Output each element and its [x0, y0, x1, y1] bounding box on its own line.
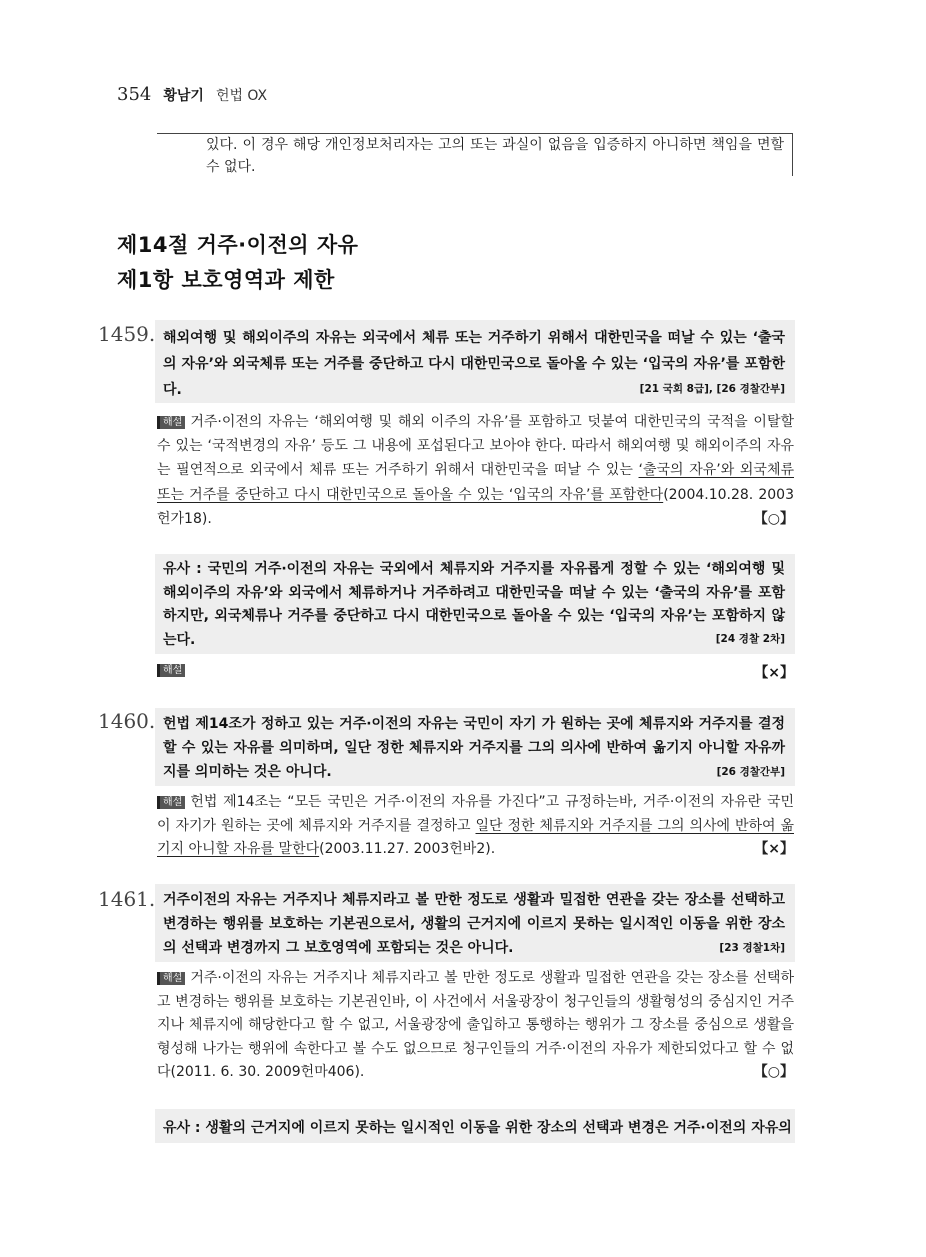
question-source: [26 경찰간부] [716, 766, 785, 778]
explanation [157, 410, 794, 531]
similar-question-box [155, 554, 795, 654]
explanation-tag: 해설 [157, 796, 185, 809]
similar-question-box [155, 1109, 795, 1143]
question-text: 거주이전의 자유는 거주지나 체류지라고 볼 만한 정도로 생활과 밀접한 연관을 갖는 장소를 선택하고 변경하는 행위를 보호하는 기본권으로서, 생활의 근거지에 이르지 못하는 일시적인 이동을 위한 장소의 선택과 변경까지 그 보호영역에 포함되는 것은 아니다. [163, 892, 785, 956]
similar-question-text: 유사 : 생활의 근거지에 이르지 못하는 일시적인 이동을 위한 장소의 선택과 변경은 거주·이전의 자유의 [163, 1120, 792, 1136]
explanation-tag: 해설 [157, 416, 185, 429]
explanation-text: 거주·이전의 자유는 ‘해외여행 및 해외 이주의 자유’를 포함하고 덧붙여 대한민국의 국적을 이탈할 수 있는 ‘국적변경의 자유’ 등도 그 내용에 포섭된다고 보아야 한다. 따라서 해외여행 및 해외이주의 자유는 필연적으로 외국에서 체류 또는 거주하기 위해서 대한민국을 떠날 수 있는 [157, 414, 794, 479]
question-number: 1460. [98, 709, 156, 733]
explanation-citation: (2003.11.27. 2003헌바2). [319, 841, 496, 857]
subsection-title: 제1항 보호영역과 제한 [117, 268, 335, 292]
similar-question-text: 유사 : 국민의 거주·이전의 자유는 국외에서 체류지와 거주지를 자유롭게 정할 수 있는 ‘해외여행 및 해외이주의 자유’와 외국에서 체류하거나 거주하려고 대한민국을 떠날 수 있는 ‘출국의 자유’를 포함하지만, 외국체류나 거주를 중단하고 다시 대한민국으로 돌아올 수 있는 ‘입국의 자유’는 포함하지 않는다. [163, 561, 785, 648]
question-source: [23 경찰1차] [719, 942, 785, 954]
question-text: 해외여행 및 해외이주의 자유는 외국에서 체류 또는 거주하기 위해서 대한민국을 떠날 수 있는 ‘출국의 자유’와 외국체류 또는 거주를 중단하고 다시 대한민국으로 돌아올 수 있는 ‘입국의 자유’를 포함한다. [163, 330, 785, 398]
explanation-citation: (2011. 6. 30. 2009헌마406). [170, 1064, 365, 1081]
section-title: 제14절 거주·이전의 자유 [117, 233, 359, 257]
question-number: 1459. [98, 322, 156, 346]
question-source: [21 국회 8급], [26 경찰간부] [639, 383, 785, 395]
explanation-underlined-text: ‘출국의 자유’와 외국체류 또는 거주를 중단하고 다시 대한민국으로 돌아올 수 있는 ‘입국의 자유’를 포함한다 [157, 462, 794, 503]
answer-mark: 【×】 [754, 841, 794, 857]
question-box [155, 708, 795, 786]
explanation-citation: (2004.10.28. 2003헌가18). [157, 486, 794, 527]
explanation-tag: 해설 [157, 664, 185, 677]
explanation-tag: 해설 [157, 972, 185, 985]
page-number: 354 [117, 84, 152, 105]
question-box [155, 320, 795, 403]
answer-mark: 【×】 [754, 665, 794, 681]
page-header [117, 84, 267, 105]
explanation-text: 거주·이전의 자유는 거주지나 체류지라고 볼 만한 정도로 생활과 밀접한 연관을 갖는 장소를 선택하고 변경하는 행위를 보호하는 기본권인바, 이 사건에서 서울광장이 청구인들의 생활형성의 중심지인 거주지나 체류지에 해당한다고 할 수 없고, 서울광장에 출입하고 통행하는 행위가 그 장소를 중심으로 생활을 형성해 나가는 행위에 속한다고 볼 수도 없으므로 청구인들의 거주·이전의 자유가 제한되었다고 할 수 없다 [157, 970, 794, 1081]
explanation-text: 헌법 제14조는 “모든 국민은 거주·이전의 자유를 가진다”고 규정하는바, 거주·이전의 자유란 국민이 자기가 원하는 곳에 체류지와 거주지를 결정하고 [157, 794, 794, 834]
answer-mark: 【○】 [753, 510, 794, 527]
explanation [157, 967, 794, 1085]
question-box [155, 884, 795, 962]
question-number: 1461. [98, 887, 156, 911]
continuation-text: 있다. 이 경우 해당 개인정보처리자는 고의 또는 과실이 없음을 입증하지 아니하면 책임을 면할 수 없다. [206, 137, 784, 175]
book-title: 헌법 OX [215, 88, 268, 104]
book-author: 황남기 [163, 88, 204, 104]
explanation [157, 791, 794, 862]
explanation [157, 662, 794, 682]
question-source: [24 경찰 2차] [715, 633, 785, 645]
answer-mark: 【○】 [753, 1064, 794, 1081]
explanation-underlined-text: 일단 정한 체류지와 거주지를 그의 의사에 반하여 옮기지 아니할 자유를 말한다 [157, 817, 794, 857]
question-text: 헌법 제14조가 정하고 있는 거주·이전의 자유는 국민이 자기 가 원하는 곳에 체류지와 거주지를 결정할 수 있는 자유를 의미하며, 일단 정한 체류지와 거주지를 그의 의사에 반하여 옮기지 아니할 자유까지를 의미하는 것은 아니다. [163, 716, 785, 780]
